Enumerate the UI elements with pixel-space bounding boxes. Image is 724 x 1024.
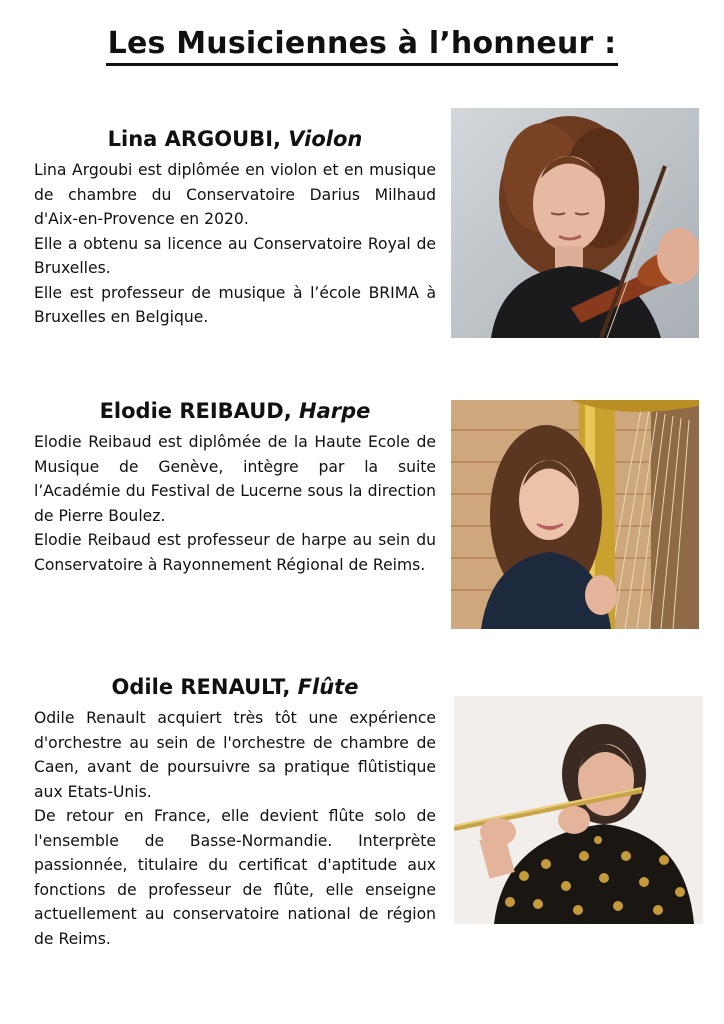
musician-instrument: Flûte [297,675,359,699]
musician-name: Odile RENAULT, [111,675,291,699]
flutist-photo [454,696,703,924]
violinist-photo [451,108,699,338]
musician-section-argoubi [34,124,436,330]
bio-paragraph: Elle a obtenu sa licence au Conservatoire Royal de Bruxelles. [34,234,436,277]
bio-paragraph: Elodie Reibaud est diplômée de la Haute Ecole de Musique de Genève, intègre par la suite l’Académie du Festival de Lucerne sous la direction de Pierre Boulez. [34,433,436,525]
musician-heading [34,124,436,154]
bio-paragraph: Elle est professeur de musique à l’école BRIMA à Bruxelles en Belgique. [34,283,436,326]
harpist-photo [451,400,699,629]
page-title [0,26,724,66]
page-title-text: Les Musiciennes à l’honneur : [106,26,619,66]
musician-section-renault [34,672,436,951]
musician-name: Elodie REIBAUD, [99,399,292,423]
musician-instrument: Harpe [299,399,371,423]
bio-paragraph: Lina Argoubi est diplômée en violon et en musique de chambre du Conservatoire Darius Milhaud d'Aix-en-Provence en 2020. [34,161,436,228]
musician-instrument: Violon [288,127,363,151]
musician-heading [34,672,436,702]
musician-name: Lina ARGOUBI, [107,127,281,151]
bio-paragraph: De retour en France, elle devient flûte solo de l'ensemble de Basse-Normandie. Interprète passionnée, titulaire du certificat d'aptitude aux fonctions de professeur de flûte, elle enseigne actuellement au conservatoire national de région de Reims. [34,807,436,948]
bio-paragraph: Odile Renault acquiert très tôt une expérience d'orchestre au sein de l'orchestre de chambre de Caen, avant de poursuivre sa pratique flûtistique aux Etats-Unis. [34,709,436,801]
musician-heading [34,396,436,426]
bio-paragraph: Elodie Reibaud est professeur de harpe au sein du Conservatoire à Rayonnement Régional de Reims. [34,531,436,574]
musician-section-reibaud [34,396,436,577]
